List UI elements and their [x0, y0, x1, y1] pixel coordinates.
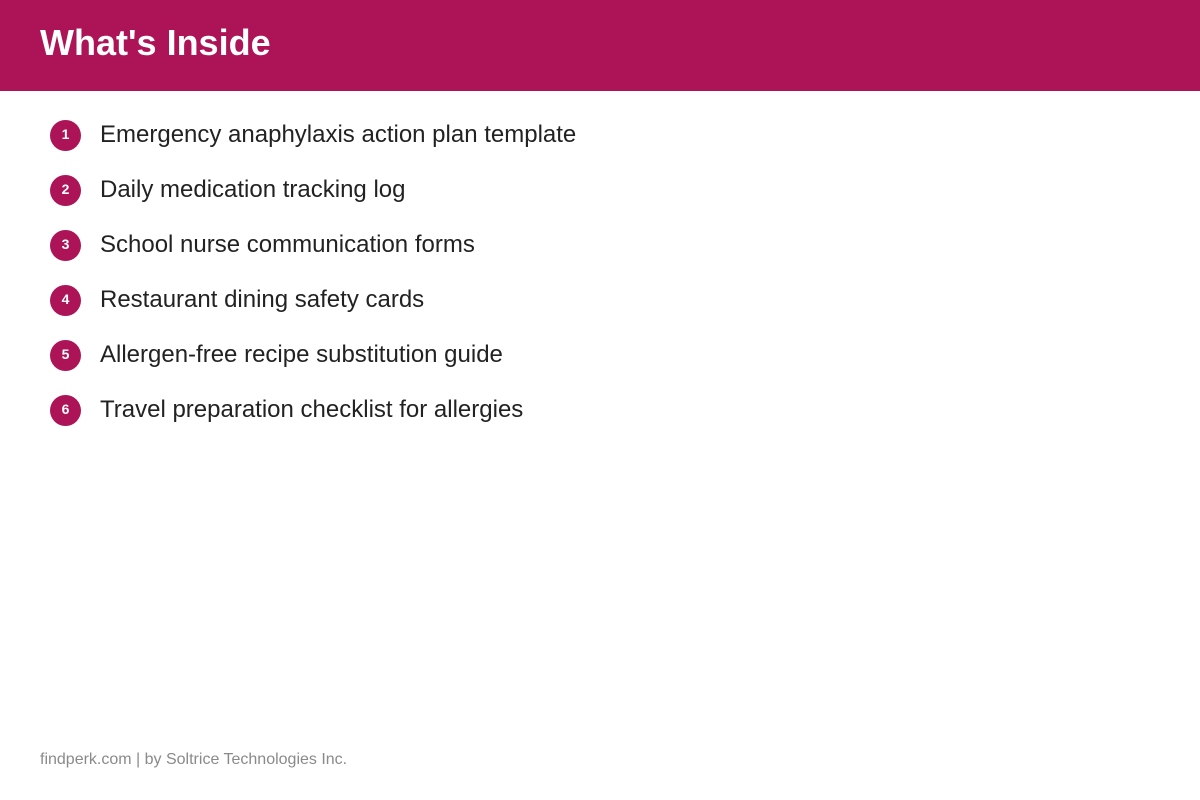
page-title: What's Inside — [40, 22, 271, 63]
list-item — [50, 283, 1150, 338]
number-badge: 2 — [50, 175, 81, 206]
list-item-text: School nurse communication forms — [100, 231, 475, 258]
list-item — [50, 228, 1150, 283]
list-item-text: Daily medication tracking log — [100, 176, 406, 203]
footer-text: findperk.com | by Soltrice Technologies Inc. — [40, 751, 348, 768]
list-item — [50, 173, 1150, 228]
contents-list — [50, 118, 1150, 448]
number-badge: 3 — [50, 230, 81, 261]
list-item — [50, 393, 1150, 448]
header-bar — [0, 0, 1200, 91]
list-item — [50, 338, 1150, 393]
list-item-text: Restaurant dining safety cards — [100, 286, 425, 313]
list-item-text: Emergency anaphylaxis action plan template — [100, 121, 577, 148]
number-badge: 5 — [50, 340, 81, 371]
number-badge: 4 — [50, 285, 81, 316]
number-badge: 6 — [50, 395, 81, 426]
list-item-text: Travel preparation checklist for allergies — [100, 396, 524, 423]
number-badge: 1 — [50, 120, 81, 151]
list-item-text: Allergen-free recipe substitution guide — [100, 341, 503, 368]
list-item — [50, 118, 1150, 173]
